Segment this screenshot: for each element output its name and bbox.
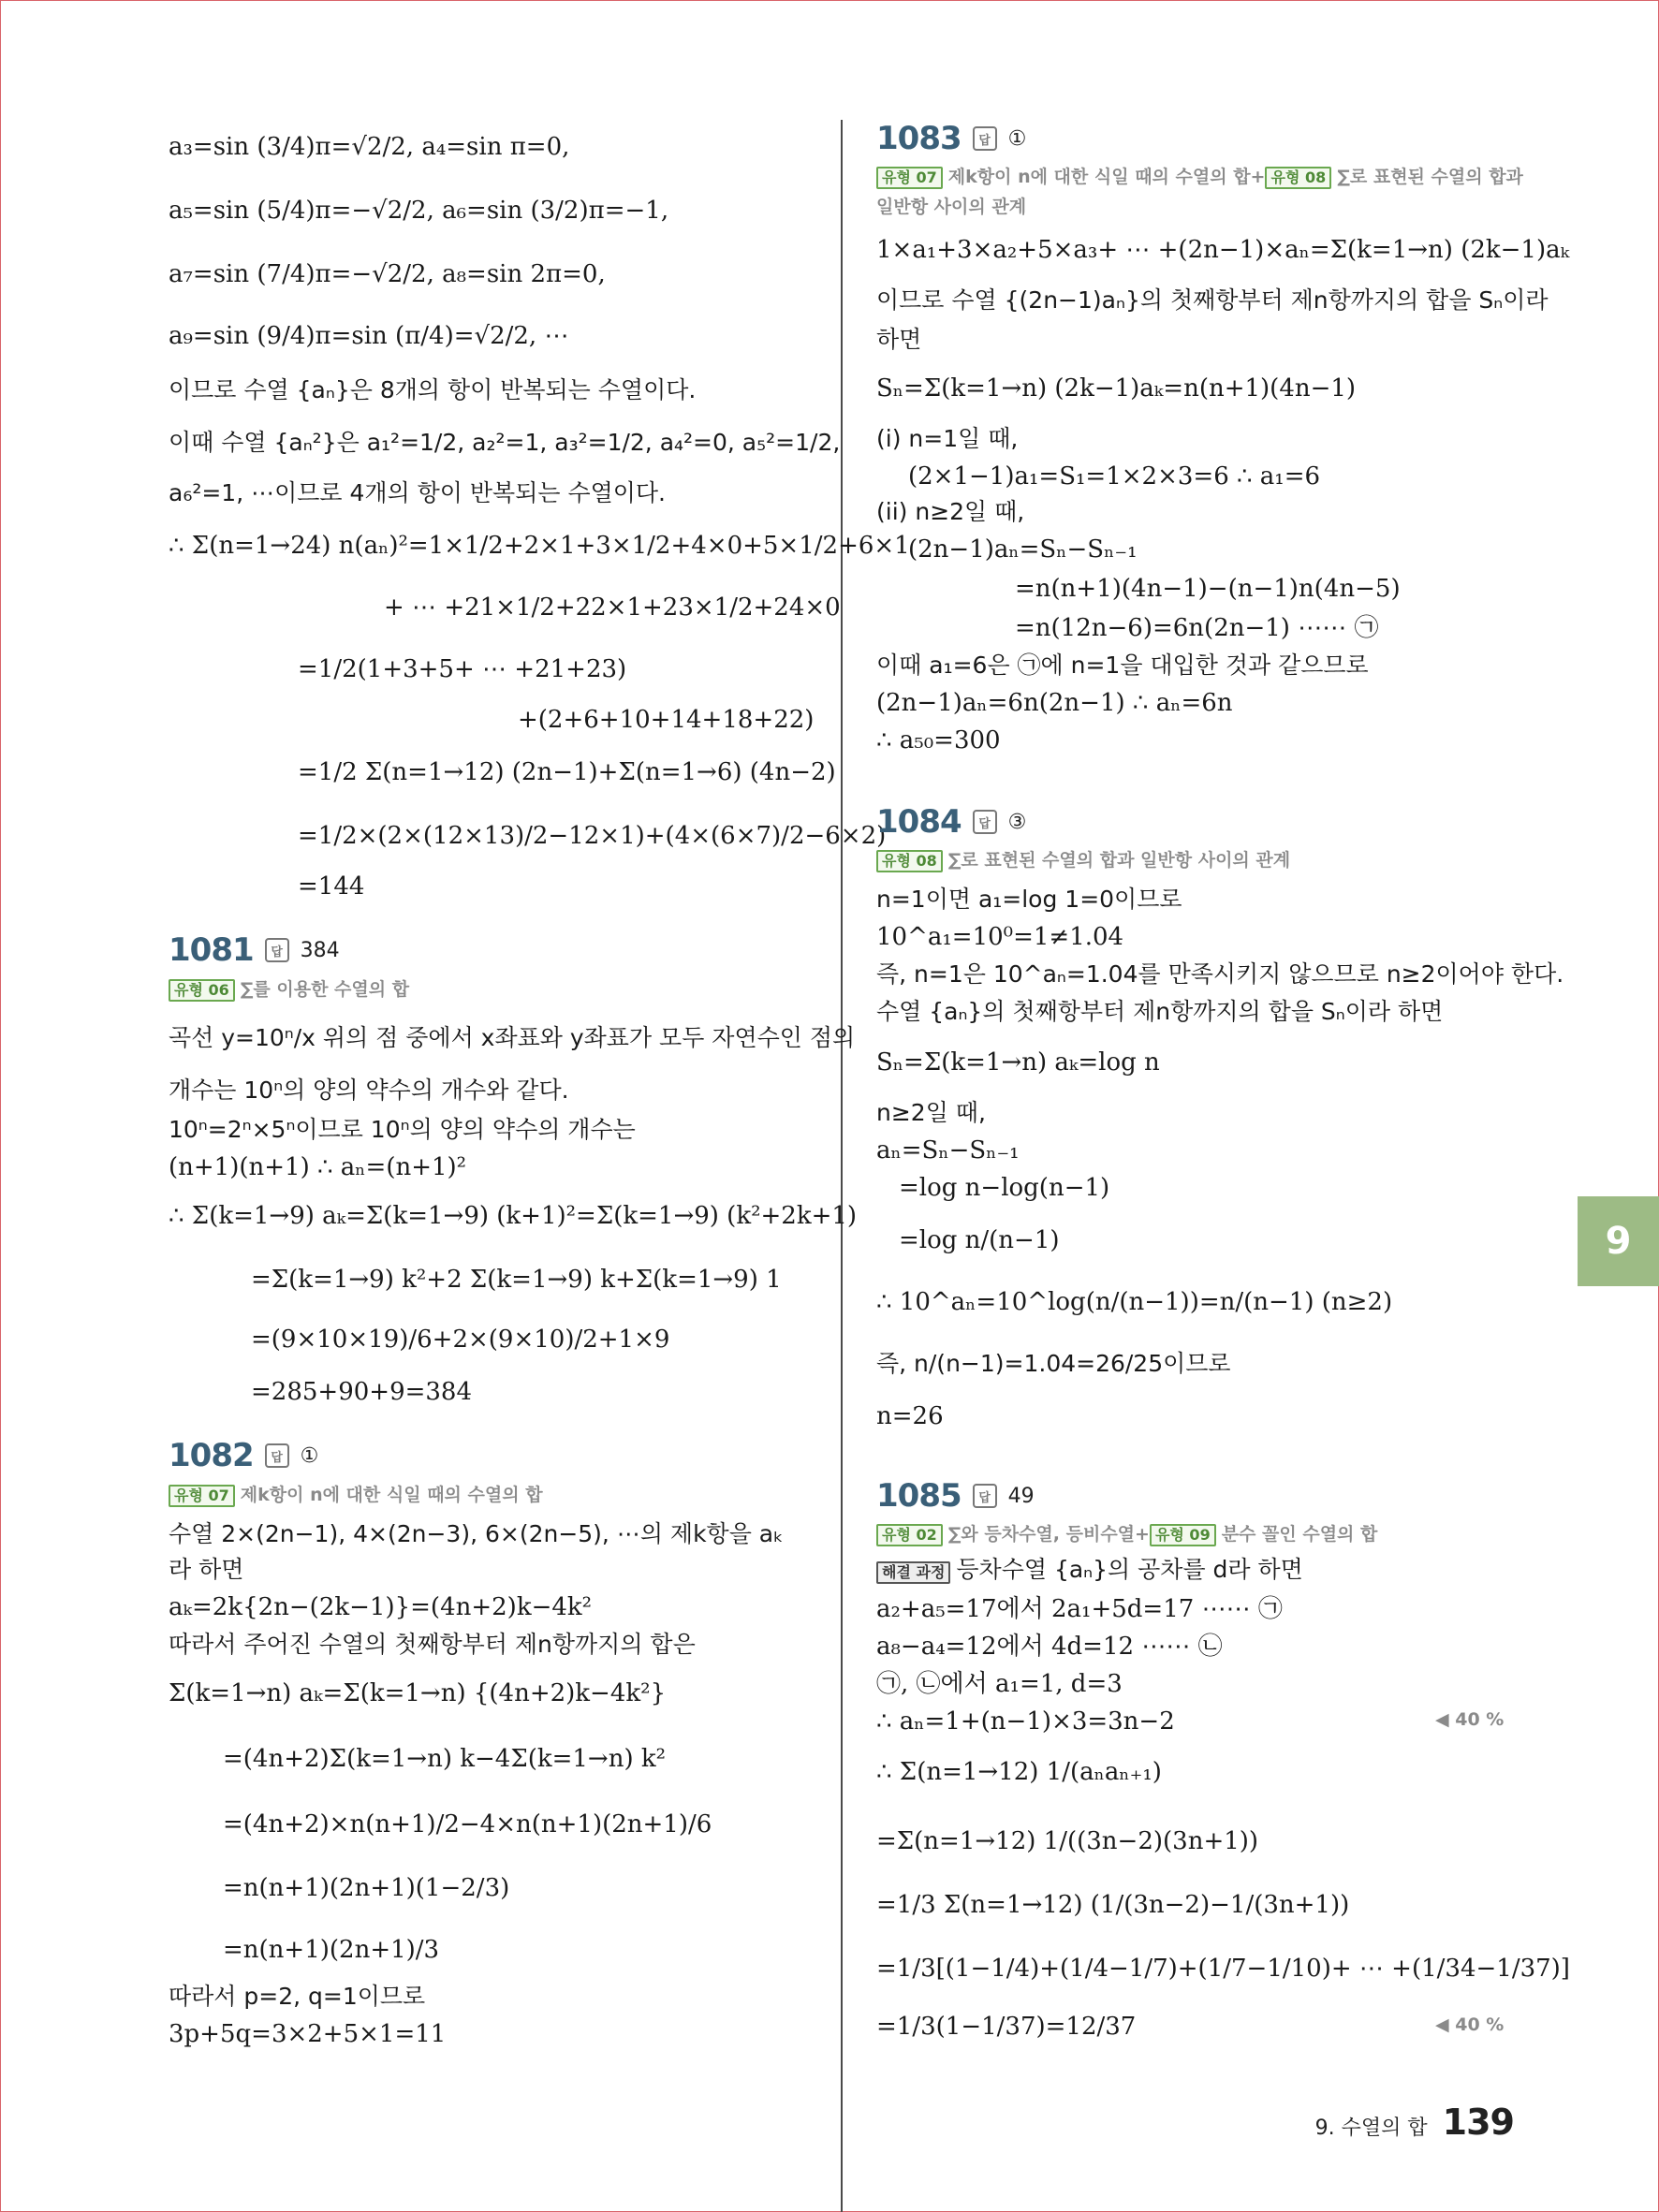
- problem-1084-header: [876, 803, 1026, 841]
- solution-line: Sₙ=Σ(k=1→n) (2k−1)aₖ=n(n+1)(4n−1): [876, 374, 1357, 403]
- answer-icon: 답: [973, 126, 997, 151]
- solution-line: aₖ=2k{2n−(2k−1)}=(4n+2)k−4k²: [169, 1593, 593, 1621]
- solution-line: =1/3(1−1/37)=12/37: [876, 2013, 1137, 2041]
- answer-icon: 답: [973, 810, 997, 834]
- type-text: ∑와 등차수열, 등비수열+: [947, 1524, 1150, 1545]
- type-badge: 유형 08: [1265, 167, 1331, 189]
- solution-line: 수열 2×(2n−1), 4×(2n−3), 6×(2n−5), ⋯의 제k항을 aₖ: [169, 1520, 784, 1547]
- type-text: ∑로 표현된 수열의 합과 일반항 사이의 관계: [947, 850, 1291, 871]
- intro-line: +(2+6+10+14+18+22): [518, 706, 815, 734]
- chapter-title: 9. 수열의 합: [1314, 2117, 1428, 2140]
- type-text: 제k항이 n에 대한 식일 때의 수열의 합: [240, 1485, 543, 1505]
- solution-line: 곡선 y=10ⁿ/x 위의 점 중에서 x좌표와 y좌표가 모두 자연수인 점의: [169, 1024, 856, 1051]
- solution-line: n=1이면 a₁=log 1=0이므로: [876, 886, 1182, 913]
- solution-line: ∴ a₅₀=300: [876, 726, 1001, 754]
- problem-number: 1082: [169, 1437, 254, 1474]
- solution-line: =(4n+2)Σ(k=1→n) k−4Σ(k=1→n) k²: [223, 1745, 667, 1773]
- solution-line: 따라서 p=2, q=1이므로: [169, 1983, 426, 2010]
- answer-icon: 답: [265, 1443, 289, 1468]
- solution-line: n≥2일 때,: [876, 1099, 986, 1126]
- solution-line: =n(n+1)(4n−1)−(n−1)n(4n−5): [1015, 575, 1401, 603]
- intro-line: a₃=sin (3/4)π=√2/2, a₄=sin π=0,: [169, 133, 570, 161]
- intro-line: a₉=sin (9/4)π=sin (π/4)=√2/2, ⋯: [169, 322, 569, 350]
- intro-line: + ⋯ +21×1/2+22×1+23×1/2+24×0: [384, 593, 841, 622]
- problem-1081-header: [169, 931, 340, 969]
- type-badge: 유형 07: [169, 1485, 235, 1507]
- type-text: 분수 꼴인 수열의 합: [1221, 1524, 1378, 1545]
- intro-line: 이때 수열 {aₙ²}은 a₁²=1/2, a₂²=1, a₃²=1/2, a₄²=0, a₅²=1/2,: [169, 429, 841, 456]
- type-text: ∑로 표현된 수열의 합과: [1337, 167, 1523, 187]
- solution-line: 개수는 10ⁿ의 양의 약수의 개수와 같다.: [169, 1077, 569, 1104]
- solution-line: (2n−1)aₙ=Sₙ−Sₙ₋₁: [908, 535, 1138, 564]
- answer-icon: 답: [265, 938, 289, 962]
- answer-value: ①: [1007, 126, 1027, 151]
- score-percent: ◀ 40 %: [1435, 1709, 1505, 1730]
- solution-line: 즉, n=1은 10^aₙ=1.04를 만족시키지 않으므로 n≥2이어야 한다.: [876, 960, 1564, 988]
- answer-value: ③: [1007, 810, 1027, 834]
- solution-line: (ii) n≥2일 때,: [876, 498, 1025, 525]
- answer-value: ①: [300, 1443, 319, 1468]
- solution-line: =n(n+1)(2n+1)/3: [223, 1936, 440, 1964]
- solution-line: (2n−1)aₙ=6n(2n−1) ∴ aₙ=6n: [876, 689, 1233, 717]
- score-percent: ◀ 40 %: [1435, 2014, 1505, 2035]
- page-number: 139: [1442, 2102, 1514, 2143]
- solution-line: aₙ=Sₙ−Sₙ₋₁: [876, 1136, 1020, 1165]
- solution-line: 하면: [876, 326, 922, 353]
- solution-line: (n+1)(n+1) ∴ aₙ=(n+1)²: [169, 1153, 467, 1181]
- solution-line: =log n−log(n−1): [899, 1174, 1110, 1202]
- solution-line: (i) n=1일 때,: [876, 425, 1019, 452]
- solution-line: (2×1−1)a₁=S₁=1×2×3=6 ∴ a₁=6: [908, 462, 1321, 491]
- solution-line: 라 하면: [169, 1556, 244, 1583]
- solution-line: [876, 1554, 1303, 1586]
- solution-line: =n(n+1)(2n+1)(1−2/3): [223, 1874, 510, 1902]
- intro-line: =1/2×(2×(12×13)/2−12×1)+(4×(6×7)/2−6×2): [298, 822, 887, 850]
- intro-line: =1/2(1+3+5+ ⋯ +21+23): [298, 655, 627, 683]
- solution-line: 1×a₁+3×a₂+5×a₃+ ⋯ +(2n−1)×aₙ=Σ(k=1→n) (2k−1)aₖ: [876, 236, 1570, 264]
- solution-line: 즉, n/(n−1)=1.04=26/25이므로: [876, 1350, 1231, 1377]
- type-badge: 유형 08: [876, 850, 943, 872]
- solution-line: ㉠, ㉡에서 a₁=1, d=3: [876, 1670, 1123, 1698]
- solution-line: =1/3[(1−1/4)+(1/4−1/7)+(1/7−1/10)+ ⋯ +(1/34−1/37)]: [876, 1955, 1570, 1983]
- problem-type-line: [876, 846, 1290, 872]
- intro-line: =144: [298, 872, 365, 901]
- answer-icon: 답: [973, 1484, 997, 1508]
- intro-line: a₆²=1, ⋯이므로 4개의 항이 반복되는 수열이다.: [169, 479, 667, 506]
- problem-number: 1081: [169, 931, 254, 969]
- problem-1082-header: [169, 1437, 318, 1474]
- solution-line: 10^a₁=10⁰=1≠1.04: [876, 923, 1124, 951]
- solution-line: 이때 a₁=6은 ㉠에 n=1을 대입한 것과 같으므로: [876, 652, 1369, 679]
- intro-line: =1/2 Σ(n=1→12) (2n−1)+Σ(n=1→6) (4n−2): [298, 758, 836, 786]
- column-divider: [841, 120, 843, 2212]
- problem-1083-header: [876, 120, 1026, 157]
- problem-type-line: [169, 975, 409, 1002]
- type-badge: 유형 06: [169, 979, 235, 1002]
- chapter-tab: 9: [1578, 1196, 1659, 1286]
- page-footer: [1315, 2102, 1514, 2143]
- solution-text: 등차수열 {aₙ}의 공차를 d라 하면: [956, 1556, 1303, 1583]
- solution-line: =log n/(n−1): [899, 1226, 1060, 1254]
- type-badge: 유형 07: [876, 167, 943, 189]
- type-badge: 유형 02: [876, 1524, 943, 1546]
- solution-line: ∴ aₙ=1+(n−1)×3=3n−2: [876, 1707, 1175, 1736]
- problem-type-line-2: 일반항 사이의 관계: [876, 197, 1027, 217]
- solution-line: n=26: [876, 1402, 944, 1430]
- problem-number: 1084: [876, 803, 962, 841]
- solution-line: =Σ(k=1→9) k²+2 Σ(k=1→9) k+Σ(k=1→9) 1: [251, 1266, 782, 1294]
- solution-line: ∴ Σ(k=1→9) aₖ=Σ(k=1→9) (k+1)²=Σ(k=1→9) (k²+2k+1): [169, 1202, 858, 1230]
- solution-line: Sₙ=Σ(k=1→n) aₖ=log n: [876, 1048, 1160, 1077]
- solution-line: Σ(k=1→n) aₖ=Σ(k=1→n) {(4n+2)k−4k²}: [169, 1679, 667, 1707]
- solution-line: =Σ(n=1→12) 1/((3n−2)(3n+1)): [876, 1827, 1259, 1855]
- solution-line: 이므로 수열 {(2n−1)aₙ}의 첫째항부터 제n항까지의 합을 Sₙ이라: [876, 286, 1549, 314]
- solution-line: 3p+5q=3×2+5×1=11: [169, 2020, 447, 2048]
- solve-process-badge: 해결 과정: [876, 1561, 950, 1584]
- problem-1085-header: [876, 1477, 1035, 1515]
- intro-line: a₇=sin (7/4)π=−√2/2, a₈=sin 2π=0,: [169, 260, 606, 288]
- solution-line: a₂+a₅=17에서 2a₁+5d=17 ⋯⋯ ㉠: [876, 1595, 1283, 1623]
- solution-line: ∴ Σ(n=1→12) 1/(aₙaₙ₊₁): [876, 1758, 1162, 1786]
- problem-type-line: [876, 163, 1523, 189]
- problem-type-line: [169, 1481, 543, 1507]
- solution-line: 수열 {aₙ}의 첫째항부터 제n항까지의 합을 Sₙ이라 하면: [876, 998, 1444, 1025]
- problem-type-line: [876, 1520, 1377, 1546]
- solution-line: =285+90+9=384: [251, 1378, 473, 1406]
- intro-line: 이므로 수열 {aₙ}은 8개의 항이 반복되는 수열이다.: [169, 376, 697, 403]
- solution-line: a₈−a₄=12에서 4d=12 ⋯⋯ ㉡: [876, 1633, 1223, 1661]
- solution-line: 10ⁿ=2ⁿ×5ⁿ이므로 10ⁿ의 양의 약수의 개수는: [169, 1116, 636, 1143]
- solution-line: 따라서 주어진 수열의 첫째항부터 제n항까지의 합은: [169, 1631, 696, 1658]
- solution-line: =(4n+2)×n(n+1)/2−4×n(n+1)(2n+1)/6: [223, 1810, 712, 1838]
- solution-line: =n(12n−6)=6n(2n−1) ⋯⋯ ㉠: [1015, 614, 1379, 642]
- problem-number: 1085: [876, 1477, 962, 1515]
- type-badge: 유형 09: [1150, 1524, 1216, 1546]
- intro-line: a₅=sin (5/4)π=−√2/2, a₆=sin (3/2)π=−1,: [169, 197, 669, 225]
- solution-line: =(9×10×19)/6+2×(9×10)/2+1×9: [251, 1326, 670, 1354]
- problem-number: 1083: [876, 120, 962, 157]
- type-text: ∑를 이용한 수열의 합: [240, 979, 410, 1000]
- type-text: 제k항이 n에 대한 식일 때의 수열의 합+: [947, 167, 1266, 187]
- solution-line: ∴ 10^aₙ=10^log(n/(n−1))=n/(n−1) (n≥2): [876, 1288, 1393, 1316]
- intro-line: ∴ Σ(n=1→24) n(aₙ)²=1×1/2+2×1+3×1/2+4×0+5×1/2+6×1: [169, 532, 910, 560]
- solution-line: =1/3 Σ(n=1→12) (1/(3n−2)−1/(3n+1)): [876, 1891, 1350, 1919]
- answer-value: 384: [300, 938, 340, 962]
- answer-value: 49: [1007, 1484, 1035, 1508]
